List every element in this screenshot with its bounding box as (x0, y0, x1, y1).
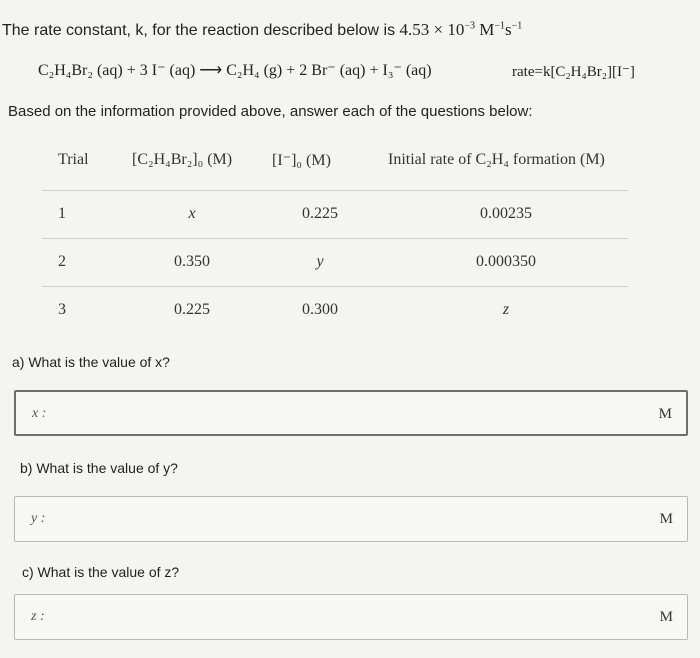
cell-conc-iodide: 0.225 (302, 205, 338, 222)
cell-conc-c2h4br2: x (188, 205, 196, 222)
table-header-row (42, 138, 628, 190)
cell-conc-iodide: y (256, 238, 372, 286)
header-conc-c2h4br2: [C₂H₄Br₂]₀ (M) (116, 138, 256, 190)
answer-box-y[interactable] (14, 496, 688, 542)
intro-text: The rate constant, k, for the reaction described below is (2, 22, 396, 39)
rate-law: rate=k[C₂H₄Br₂][I⁻] (512, 64, 635, 80)
header-conc-iodide: [I⁻]₀ (M) (256, 138, 372, 190)
answer-input-z[interactable] (57, 603, 637, 631)
instruction-text: Based on the information provided above, answer each of the questions below: (8, 103, 533, 120)
cell-initial-rate: 0.00235 (480, 205, 532, 222)
question-b-label: b) What is the value of y? (20, 460, 178, 476)
answer-box-x[interactable] (14, 390, 688, 436)
trial-number: 3 (42, 286, 116, 334)
rate-constant-value: $4.53 \times 10^{-3}$ $M^{-1}s^{-1}$ (399, 20, 523, 39)
problem-statement (2, 20, 522, 40)
cell-initial-rate: 0.000350 (372, 238, 628, 286)
question-c-label: c) What is the value of z? (22, 564, 180, 580)
variable-y-label: y : (31, 511, 46, 526)
answer-box-z[interactable] (14, 594, 688, 640)
header-trial: Trial (42, 138, 116, 190)
cell-initial-rate: z (372, 286, 628, 334)
table-row (42, 238, 628, 286)
kinetics-data-table (42, 138, 628, 334)
reaction-equation: C₂H₄Br₂ (aq) + 3 I⁻ (aq) ⟶ C₂H₄ (g) + 2 Br⁻ (aq) + I₃⁻ (aq) (38, 62, 432, 79)
trial-number: 2 (42, 238, 116, 286)
header-initial-rate: Initial rate of C₂H₄ formation (M) (372, 138, 628, 190)
table-row (42, 190, 628, 238)
question-a-label: a) What is the value of x? (12, 354, 170, 370)
variable-z-label: z : (31, 609, 45, 624)
table-row (42, 286, 628, 334)
cell-conc-iodide: 0.300 (256, 286, 372, 334)
trial-number: 1 (58, 205, 66, 222)
unit-label-x: M (658, 406, 672, 422)
cell-conc-c2h4br2: 0.350 (116, 238, 256, 286)
variable-x-label: x : (32, 406, 47, 421)
unit-label-y: M (659, 511, 673, 527)
cell-conc-c2h4br2: 0.225 (116, 286, 256, 334)
unit-label-z: M (659, 609, 673, 625)
answer-input-x[interactable] (58, 400, 638, 428)
answer-input-y[interactable] (57, 505, 637, 533)
